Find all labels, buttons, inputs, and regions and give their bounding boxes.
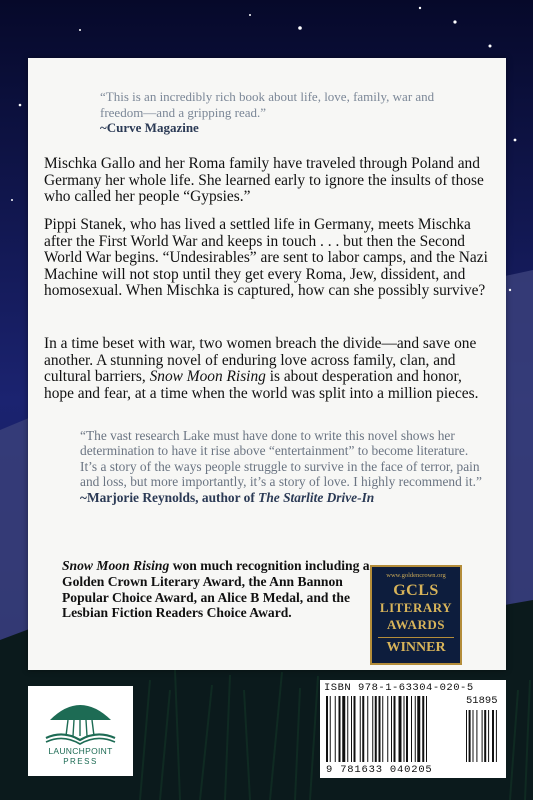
attribution-author: ~Marjorie Reynolds, author of — [80, 489, 259, 505]
price-addon-code: 51895 — [466, 695, 498, 707]
synopsis-paragraph-2: Pippi Stanek, who has lived a settled life in Germany, meets Mischka after the First World War and keeps in touch . . . but then the Second World War begins. “Undesirables” are sent to labor camps, and the Nazi Machine will not stop until they get every Roma, Jew, dissident, and homosexual. When Mischka is captured, how can she possibly survive? — [44, 216, 488, 300]
barcode-bar — [360, 696, 361, 762]
synopsis-paragraph-3 — [44, 336, 494, 402]
gcls-award-badge — [370, 565, 462, 665]
addon-bar — [492, 710, 494, 762]
award-url: www.goldencrown.org — [386, 572, 446, 579]
barcode-bar — [394, 696, 396, 762]
barcode-bar — [330, 696, 331, 762]
recognition-paragraph — [62, 558, 372, 621]
barcode-bar — [415, 696, 416, 762]
barcode-digits: 9 781633 040205 — [326, 764, 433, 776]
barcode-bar — [399, 696, 402, 762]
addon-bar — [482, 710, 483, 762]
addon-bar — [466, 710, 467, 762]
book-title: Snow Moon Rising — [62, 558, 170, 573]
quote-attribution: ~Curve Magazine — [100, 120, 199, 135]
synopsis-text: In a time beset with war, two women breach the divide—and save one another. A stunning novel of enduring love across family, clan, and cultural barriers, — [44, 335, 477, 386]
barcode-bar — [335, 696, 336, 762]
isbn-barcode — [320, 680, 506, 778]
publisher-logo — [28, 686, 133, 776]
quote-text: “This is an incredibly rich book about life, love, family, war and freedom—and a gripping read.” — [100, 89, 435, 120]
barcode-bar — [367, 696, 368, 762]
barcode-bar — [347, 696, 348, 762]
quote-attribution — [80, 490, 374, 505]
barcode-bar — [326, 696, 328, 762]
barcode-bar — [372, 696, 373, 762]
synopsis-paragraph-1: Mischka Gallo and her Roma family have traveled through Poland and Germany her whole life. She learned early to ignore the insults of those who called her people “Gypsies.” — [44, 155, 484, 206]
barcode-bar — [387, 696, 388, 762]
barcode-bar — [417, 696, 420, 762]
award-line-3: AWARDS — [387, 617, 445, 632]
barcode-bar — [404, 696, 405, 762]
isbn-number: ISBN 978-1-63304-020-5 — [324, 682, 474, 694]
barcode-bar — [339, 696, 341, 762]
barcode-bar — [406, 696, 408, 762]
pull-quote-curve — [100, 89, 480, 136]
award-line-1: GCLS — [393, 582, 439, 599]
barcode-bar — [422, 696, 424, 762]
barcode-bar — [391, 696, 392, 762]
synopsis-text: is about desperation and honor, hope and fear, at a time when the world was split into a million pieces. — [44, 368, 479, 402]
pull-quote-reynolds — [80, 428, 485, 505]
award-line-4: WINNER — [378, 637, 454, 656]
book-tree-icon — [28, 686, 133, 746]
barcode-bar — [351, 696, 352, 762]
barcode-bar — [382, 696, 383, 762]
addon-bar — [496, 710, 497, 762]
recognition-text: won much recognition including a Golden Crown Literary Award, the Ann Bannon Popular Choice Award, an Alice B Medal, and the Lesbian Fiction Readers Choice Award. — [62, 558, 370, 621]
quote-text: “The vast research Lake must have done to write this novel shows her determination to have it rise above “entertainment” to become literature. It’s a story of the ways people struggle to survive in the face of terror, pain and loss, but more importantly, it’s a story of love. I highly recommend it.” — [80, 428, 482, 490]
addon-bar — [488, 710, 489, 762]
addon-bar — [469, 710, 471, 762]
barcode-bar — [362, 696, 364, 762]
addon-bar — [484, 710, 486, 762]
addon-bar — [473, 710, 474, 762]
publisher-name: LAUNCHPOINT — [48, 746, 113, 756]
barcode-bar — [379, 696, 381, 762]
barcode-bar — [375, 696, 377, 762]
addon-bar — [476, 710, 477, 762]
publisher-press: PRESS — [63, 757, 98, 766]
attribution-book-title: The Starlite Drive-In — [258, 489, 375, 505]
barcode-bar — [354, 696, 356, 762]
barcode-bar — [426, 696, 427, 762]
book-title: Snow Moon Rising — [149, 368, 266, 386]
award-line-2: LITERARY — [379, 600, 453, 615]
barcode-bar — [411, 696, 412, 762]
barcode-bar — [342, 696, 345, 762]
